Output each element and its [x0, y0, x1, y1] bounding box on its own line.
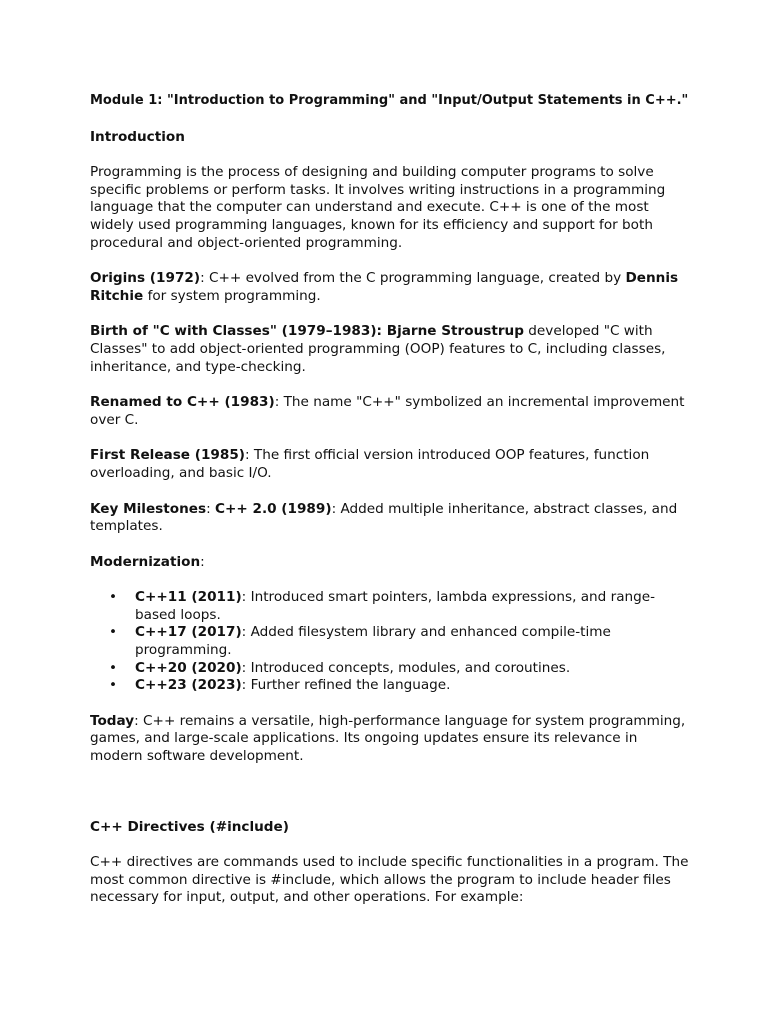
first-release-label: First Release (1985)	[90, 447, 246, 464]
today-text: : C++ remains a versatile, high-performance language for system programming, games, and large-scale applications. Its ongoing updates ensure its relevance in modern software development.	[90, 712, 686, 765]
directives-paragraph: C++ directives are commands used to include specific functionalities in a program. The most common directive is #include, which allows the program to include header files necessary for input, output, and other operations. For example:	[90, 854, 689, 906]
modernization-heading	[90, 554, 690, 572]
list-item-text: : Added filesystem library and enhanced compile-time programming.	[135, 624, 611, 659]
key-milestones-separator: :	[206, 500, 215, 517]
birth-text: developed "C with Classes" to add object-oriented programming (OOP) features to C, including classes, inheritance, and type-checking.	[90, 323, 666, 375]
origins-text-after: for system programming.	[143, 287, 321, 304]
renamed-text: : The name "C++" symbolized an incremental improvement over C.	[90, 394, 685, 428]
birth-paragraph	[90, 323, 690, 376]
bullet-icon: •	[109, 624, 118, 641]
key-milestones-label: Key Milestones	[90, 500, 207, 517]
today-paragraph	[90, 713, 690, 766]
list-item-label: C++11 (2011)	[135, 589, 242, 606]
birth-name: Bjarne Stroustrup	[386, 323, 524, 340]
birth-separator: :	[376, 323, 387, 340]
list-item-label: C++20 (2020)	[135, 659, 242, 676]
introduction-paragraph: Programming is the process of designing and building computer programs to solve specific problems or perform tasks. It involves writing instructions in a programming language that the computer can understand and execute. C++ is one of the most widely used programming languages, known for its efficiency and support for both procedural and object-oriented programming.	[90, 164, 666, 251]
list-item-label: C++17 (2017)	[135, 624, 242, 641]
origins-paragraph	[90, 270, 690, 305]
directives-heading: C++ Directives (#include)	[90, 818, 289, 835]
document-page	[90, 92, 690, 907]
key-milestones-version: C++ 2.0 (1989)	[215, 500, 332, 517]
bullet-icon: •	[109, 677, 118, 694]
bullet-icon: •	[109, 659, 118, 676]
bullet-icon: •	[109, 589, 118, 606]
origins-label: Origins (1972)	[90, 270, 201, 287]
birth-label: Birth of "C with Classes" (1979–1983)	[90, 323, 377, 340]
origins-text: : C++ evolved from the C programming language, created by	[200, 270, 626, 287]
list-item-text: : Introduced concepts, modules, and coroutines.	[241, 659, 571, 676]
key-milestones-text: : Added multiple inheritance, abstract classes, and templates.	[90, 500, 678, 535]
introduction-heading: Introduction	[90, 128, 185, 145]
list-item-text: : Introduced smart pointers, lambda expressions, and range-based loops.	[135, 589, 656, 623]
modernization-separator: :	[200, 553, 205, 570]
list-item	[109, 624, 690, 659]
list-item-label: C++23 (2023)	[135, 677, 242, 694]
modernization-list	[90, 589, 690, 695]
first-release-paragraph	[90, 447, 690, 482]
origins-name: Dennis Ritchie	[90, 270, 679, 304]
modernization-label: Modernization	[90, 553, 201, 570]
list-item-text: : Further refined the language.	[241, 677, 451, 694]
renamed-paragraph	[90, 394, 690, 429]
key-milestones-paragraph	[90, 501, 690, 536]
list-item	[109, 659, 690, 678]
list-item	[109, 589, 690, 624]
renamed-label: Renamed to C++ (1983)	[90, 394, 275, 411]
today-label: Today	[90, 712, 135, 729]
first-release-text: : The first official version introduced OOP features, function overloading, and basic I/O.	[90, 447, 650, 481]
list-item	[109, 677, 690, 695]
module-title: Module 1: "Introduction to Programming" and "Input/Output Statements in C++."	[90, 93, 689, 108]
